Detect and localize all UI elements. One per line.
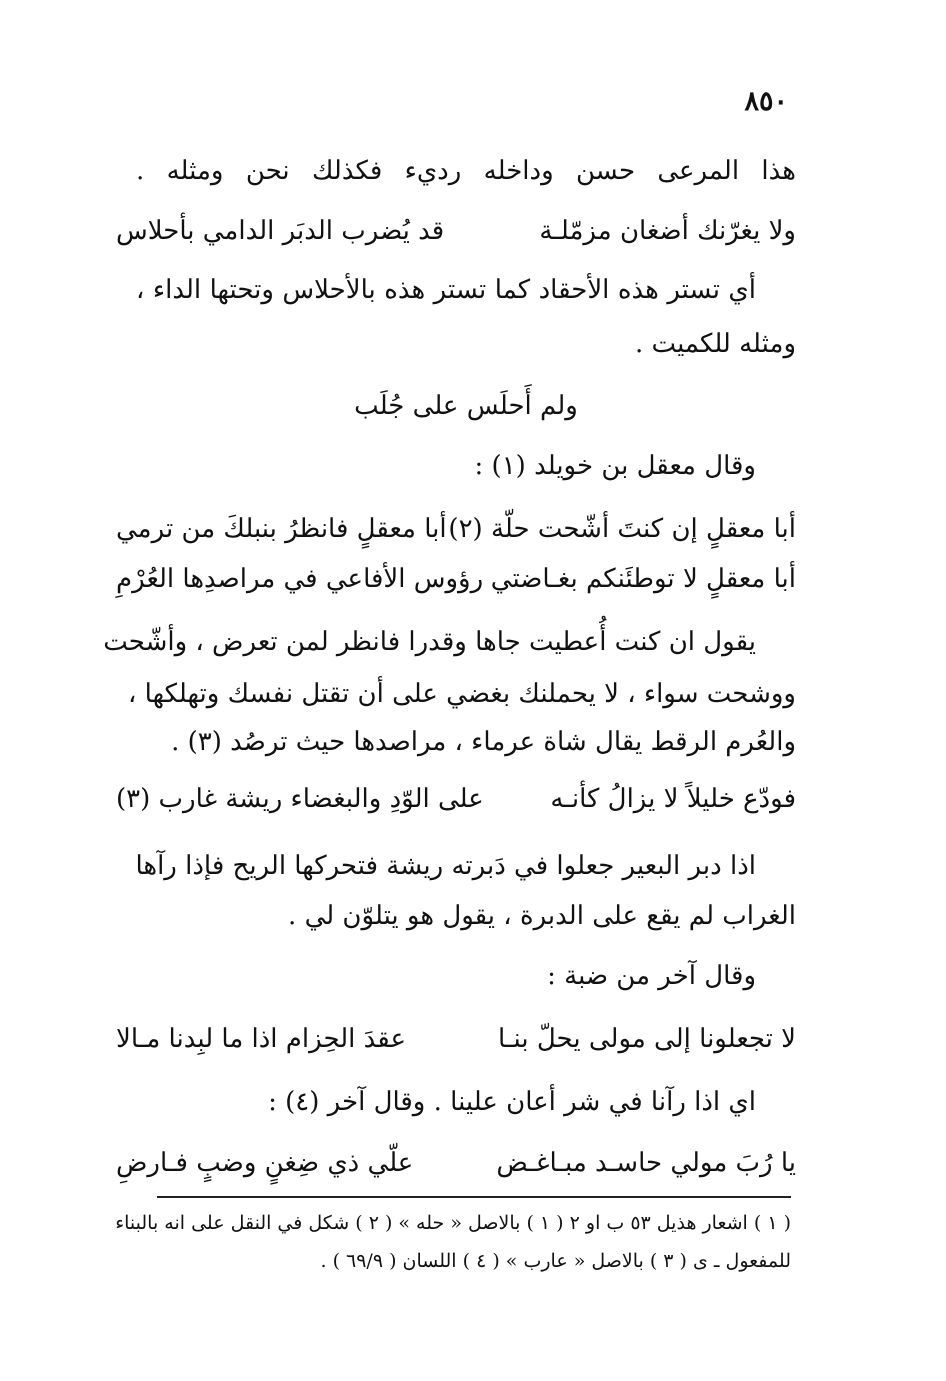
- verse-second-hemistich: علّي ذي ضِغنٍ وضبٍ فـارضِ: [116, 1148, 414, 1178]
- verse-line: [116, 558, 796, 600]
- verse-first-hemistich: ولا يغرّنك أضغان مزمّلـة: [539, 216, 796, 246]
- text-line: يقول ان كنت أُعطيت جاها وقدرا فانظر لمن تعرض ، وأشّحت: [103, 627, 756, 657]
- verse-line: [116, 1142, 796, 1184]
- text-line: أي تستر هذه الأحقاد كما تستر هذه بالأحلاس وتحتها الداء ،: [136, 275, 756, 305]
- text-line: وقال معقل بن خويلد (١) :: [474, 451, 756, 481]
- text-line: هذا المرعى حسن وداخله رديء فكذلك نحن ومثله .: [136, 156, 796, 186]
- text-line: الغراب لم يقع على الدبرة ، يقول هو يتلوّن لي .: [288, 901, 796, 931]
- verse-line: [116, 1018, 796, 1060]
- verse-second-hemistich: عقدَ الحِزام اذا ما لبِدنا مـالا: [116, 1024, 406, 1054]
- verse-second-hemistich: أبا معقلٍ فانظرُ بنبلكَ من ترمي: [116, 514, 447, 544]
- centered-verse-fragment: ولم أَحلَس على جُلَب: [354, 391, 578, 421]
- verse-first-hemistich: فودّع خليلاً لا يزالُ كأنـه: [550, 784, 796, 814]
- footnote-line: ( ١ ) اشعار هذيل ٥٣ ب او ٢ ( ١ ) بالاصل « حله » ( ٢ ) شكل في النقل على انه بالبناء: [115, 1212, 791, 1234]
- verse-line: [116, 210, 796, 252]
- verse-first-hemistich: لا تجعلونا إلى مولى يحلّ بنـا: [497, 1024, 796, 1054]
- text-line: ووشحت سواء ، لا يحملنك بغضي على أن تقتل نفسك وتهلكها ،: [128, 679, 796, 709]
- page-number: ٨٥٠: [744, 86, 788, 117]
- footnote-divider: [157, 1196, 791, 1198]
- verse-second-hemistich: رؤوس الأفاعي في مراصدِها العُرْمِ: [116, 564, 484, 594]
- footnote-line: للمفعول ـ ى ( ٣ ) بالاصل « عارب » ( ٤ ) اللسان ( ٦٩/٩ ) .: [320, 1250, 791, 1272]
- text-line: اذا دبر البعير جعلوا في دَبرته ريشة فتحركها الريح فإذا رآها: [135, 851, 756, 881]
- verse-first-hemistich: أبا معقلٍ لا توطئَنكم بغـاضتي: [490, 564, 796, 594]
- text-line: ومثله للكميت .: [635, 329, 796, 359]
- text-line: والعُرم الرقط يقال شاة عرماء ، مراصدها حيث ترصُد (٣) .: [171, 727, 796, 757]
- verse-second-hemistich: قد يُضرب الدبَر الدامي بأحلاس: [116, 216, 445, 246]
- verse-line: [116, 778, 796, 820]
- text-line: وقال آخر من ضبة :: [547, 961, 756, 991]
- text-line: اي اذا رآنا في شر أعان علينا . وقال آخر (٤) :: [268, 1087, 756, 1117]
- verse-first-hemistich: أبا معقلٍ إن كنتَ أشّحت حلّة (٢): [448, 514, 796, 544]
- verse-line: [116, 508, 796, 550]
- verse-second-hemistich: على الوّدِ والبغضاء ريشة غارب (٣): [116, 784, 484, 814]
- verse-first-hemistich: يا رُبَ مولي حاسـد مبـاغـض: [496, 1148, 796, 1178]
